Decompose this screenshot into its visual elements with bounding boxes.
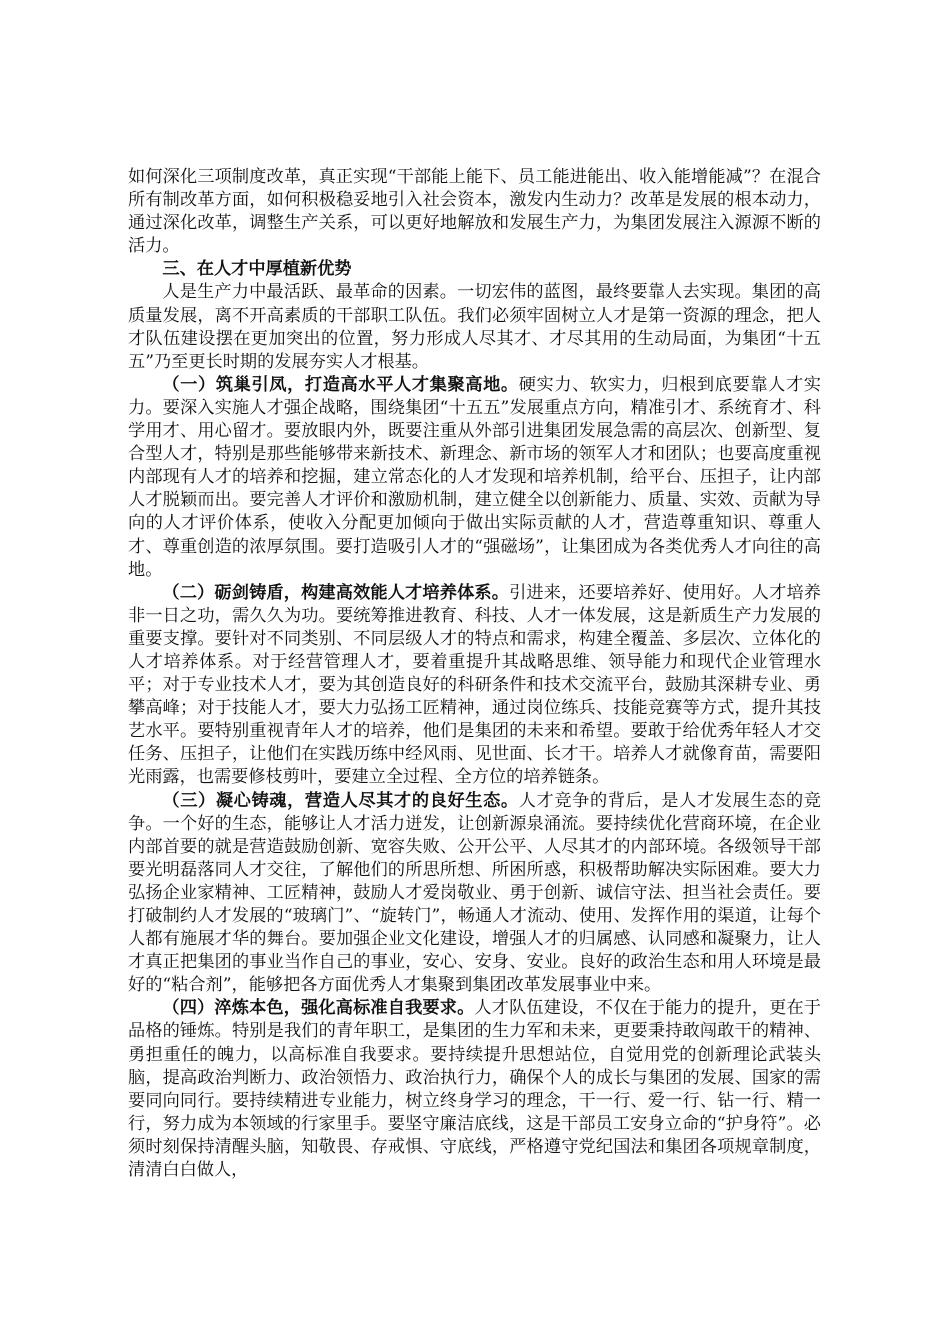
- continued-paragraph: 如何深化三项制度改革，真正实现“干部能上能下、员工能进能出、收入能增能减”？在混合所有制改革方面，如何积极稳妥地引入社会资本，激发内生动力？改革是发展的根本动力，通过深化改革，调整生产关系，可以更好地解放和发展生产力，为集团发展注入源源不断的活力。: [128, 167, 821, 257]
- subsection-paragraph-2: [128, 582, 821, 790]
- section-heading: 三、在人才中厚植新优势: [162, 259, 352, 280]
- subsection-body-3: 人才竞争的背后，是人才发展生态的竞争。一个好的生态，能够让人才活力迸发，让创新源泉涌流。要持续优化营商环境，在企业内部首要的就是营造鼓励创新、宽容失败、公开公平、人尽其才的内部环境。各级领导干部要光明磊落同人才交往，了解他们的所思所想、所困所惑，积极帮助解决实际困难。要大力弘扬企业家精神、工匠精神，鼓励人才爱岗敬业、勇于创新、诚信守法、担当社会责任。要打破制约人才发展的“玻璃门”、“旋转门”，畅通人才流动、使用、发挥作用的渠道，让每个人都有施展才华的舞台。要加强企业文化建设，增强人才的归属感、认同感和凝聚力，让人才真正把集团的事业当作自己的事业，安心、安身、安业。良好的政治生态和用人环境是最好的“粘合剂”，能够把各方面优秀人才集聚到集团改革发展事业中来。: [128, 790, 821, 996]
- subsection-paragraph-1: [128, 374, 821, 582]
- subsection-paragraph-4: [128, 997, 821, 1182]
- subsection-lead-4: （四）淬炼本色，强化高标准自我要求。: [162, 998, 475, 1019]
- subsection-body-4: 人才队伍建设，不仅在于能力的提升，更在于品格的锤炼。特别是我们的青年职工，是集团的生力军和未来，更要秉持敢闯敢干的精神、勇担重任的魄力，以高标准自我要求。要持续提升思想站位，自觉用党的创新理论武装头脑，提高政治判断力、政治领悟力、政治执行力，确保个人的成长与集团的发展、国家的需要同向同行。要持续精进专业能力，树立终身学习的理念，干一行、爱一行、钻一行、精一行，努力成为本领域的行家里手。要坚守廉洁底线，这是干部员工安身立命的“护身符”。必须时刻保持清醒头脑，知敬畏、存戒惧、守底线，严格遵守党纪国法和集团各项规章制度，清清白白做人，: [128, 998, 821, 1181]
- subsection-lead-3: （三）凝心铸魂，营造人尽其才的良好生态。: [162, 790, 519, 811]
- subsection-paragraph-3: [128, 790, 821, 998]
- subsection-body-1: 硬实力、软实力，归根到底要靠人才实力。要深入实施人才强企战略，围绕集团“十五五”发展重点方向，精准引才、系统育才、科学用才、用心留才。要放眼内外，既要注重从外部引进集团发展急需的高层次、创新型、复合型人才，特别是那些能够带来新技术、新理念、新市场的领军人才和团队；也要高度重视内部现有人才的培养和挖掘，建立常态化的人才发现和培养机制，给平台、压担子，让内部人才脱颖而出。要完善人才评价和激励机制，建立健全以创新能力、质量、实效、贡献为导向的人才评价体系，使收入分配更加倾向于做出实际贡献的人才，营造尊重知识、尊重人才、尊重创造的浓厚氛围。要打造吸引人才的“强磁场”，让集团成为各类优秀人才向往的高地。: [128, 374, 821, 580]
- intro-paragraph: 人是生产力中最活跃、最革命的因素。一切宏伟的蓝图，最终要靠人去实现。集团的高质量发展，离不开高素质的干部职工队伍。我们必须牢固树立人才是第一资源的理念，把人才队伍建设摆在更加突出的位置，努力形成人尽其才、才尽其用的生动局面，为集团“十五五”乃至更长时期的发展夯实人才根基。: [128, 282, 821, 372]
- subsection-body-2: 引进来，还要培养好、使用好。人才培养非一日之功，需久久为功。要统筹推进教育、科技、人才一体发展，这是新质生产力发展的重要支撑。要针对不同类别、不同层级人才的特点和需求，构建全覆盖、多层次、立体化的人才培养体系。对于经营管理人才，要着重提升其战略思维、领导能力和现代企业管理水平；对于专业技术人才，要为其创造良好的科研条件和技术交流平台，鼓励其深耕专业、勇攀高峰；对于技能人才，要大力弘扬工匠精神，通过岗位练兵、技能竞赛等方式，提升其技艺水平。要特别重视青年人才的培养，他们是集团的未来和希望。要敢于给优秀年轻人才交任务、压担子，让他们在实践历练中经风雨、见世面、长才干。培养人才就像育苗，需要阳光雨露，也需要修枝剪叶，要建立全过程、全方位的培养链条。: [128, 582, 821, 788]
- subsection-lead-2: （二）砺剑铸盾，构建高效能人才培养体系。: [162, 582, 510, 603]
- document-page: [128, 166, 821, 1182]
- subsection-lead-1: （一）筑巢引凤，打造高水平人才集聚高地。: [162, 374, 519, 395]
